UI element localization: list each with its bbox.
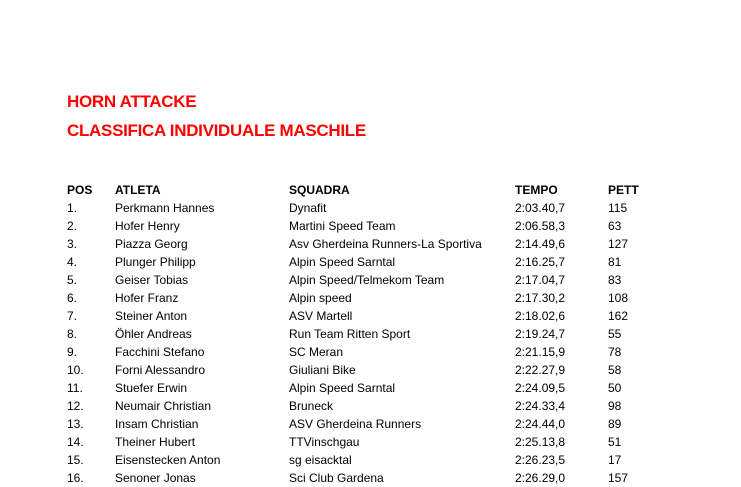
cell-squadra: Dynafit <box>289 201 327 215</box>
cell-squadra: TTVinschgau <box>289 435 360 449</box>
cell-tempo: 2:22.27,9 <box>515 363 566 377</box>
cell-pos: 10. <box>67 363 84 377</box>
cell-atleta: Hofer Henry <box>115 219 180 233</box>
event-title: HORN ATTACKE <box>67 92 197 111</box>
cell-pett: 78 <box>608 345 622 359</box>
table-row <box>0 253 741 271</box>
table-row <box>0 271 741 289</box>
cell-pett: 83 <box>608 273 622 287</box>
cell-pett: 58 <box>608 363 622 377</box>
cell-pos: 9. <box>67 345 78 359</box>
cell-squadra: Giuliani Bike <box>289 363 356 377</box>
cell-squadra: sg eisacktal <box>289 453 352 467</box>
cell-squadra: Martini Speed Team <box>289 219 396 233</box>
cell-pos: 8. <box>67 327 78 341</box>
cell-pett: 55 <box>608 327 622 341</box>
cell-squadra: ASV Martell <box>289 309 353 323</box>
cell-pett: 89 <box>608 417 622 431</box>
column-header-pos: POS <box>67 183 93 197</box>
cell-pett: 17 <box>608 453 622 467</box>
table-row <box>0 325 741 343</box>
table-row <box>0 289 741 307</box>
cell-pett: 108 <box>608 291 629 305</box>
cell-pos: 16. <box>67 471 84 485</box>
cell-atleta: Eisenstecken Anton <box>115 453 221 467</box>
cell-atleta: Forni Alessandro <box>115 363 206 377</box>
cell-atleta: Stuefer Erwin <box>115 381 188 395</box>
cell-squadra: Asv Gherdeina Runners-La Sportiva <box>289 237 482 251</box>
results-table <box>0 181 741 487</box>
table-row <box>0 343 741 361</box>
ranking-subtitle: CLASSIFICA INDIVIDUALE MASCHILE <box>67 121 366 140</box>
table-row <box>0 379 741 397</box>
column-header-pett: PETT <box>608 183 639 197</box>
cell-pett: 127 <box>608 237 629 251</box>
cell-squadra: Alpin Speed Sarntal <box>289 381 396 395</box>
cell-tempo: 2:24.33,4 <box>515 399 566 413</box>
cell-pett: 63 <box>608 219 622 233</box>
column-header-squadra: SQUADRA <box>289 183 350 197</box>
cell-atleta: Perkmann Hannes <box>115 201 215 215</box>
cell-tempo: 2:25.13,8 <box>515 435 566 449</box>
cell-squadra: Alpin Speed Sarntal <box>289 255 396 269</box>
cell-pos: 1. <box>67 201 78 215</box>
cell-pos: 6. <box>67 291 78 305</box>
cell-tempo: 2:24.44,0 <box>515 417 566 431</box>
table-row <box>0 433 741 451</box>
cell-pos: 7. <box>67 309 78 323</box>
cell-pos: 4. <box>67 255 78 269</box>
cell-atleta: Senoner Jonas <box>115 471 196 485</box>
cell-pett: 157 <box>608 471 629 485</box>
cell-squadra: Alpin speed <box>289 291 352 305</box>
cell-tempo: 2:06.58,3 <box>515 219 566 233</box>
cell-tempo: 2:16.25,7 <box>515 255 566 269</box>
table-row <box>0 415 741 433</box>
cell-atleta: Plunger Philipp <box>115 255 196 269</box>
cell-squadra: Alpin Speed/Telmekom Team <box>289 273 445 287</box>
cell-tempo: 2:18.02,6 <box>515 309 566 323</box>
column-header-atleta: ATLETA <box>115 183 161 197</box>
cell-pett: 115 <box>608 201 628 215</box>
cell-pos: 3. <box>67 237 78 251</box>
table-row <box>0 397 741 415</box>
table-row <box>0 469 741 487</box>
cell-pett: 81 <box>608 255 622 269</box>
cell-atleta: Piazza Georg <box>115 237 188 251</box>
cell-pett: 51 <box>608 435 622 449</box>
cell-tempo: 2:17.04,7 <box>515 273 566 287</box>
cell-atleta: Facchini Stefano <box>115 345 205 359</box>
table-row <box>0 361 741 379</box>
cell-atleta: Hofer Franz <box>115 291 179 305</box>
cell-atleta: Geiser Tobias <box>115 273 189 287</box>
cell-pos: 14. <box>67 435 84 449</box>
cell-squadra: Run Team Ritten Sport <box>289 327 411 341</box>
cell-tempo: 2:14.49,6 <box>515 237 566 251</box>
table-row <box>0 217 741 235</box>
cell-tempo: 2:17.30,2 <box>515 291 566 305</box>
cell-squadra: ASV Gherdeina Runners <box>289 417 422 431</box>
cell-pett: 162 <box>608 309 629 323</box>
table-header-row <box>0 181 741 199</box>
cell-tempo: 2:26.23,5 <box>515 453 566 467</box>
cell-pos: 5. <box>67 273 78 287</box>
cell-atleta: Insam Christian <box>115 417 199 431</box>
cell-atleta: Steiner Anton <box>115 309 188 323</box>
cell-pett: 98 <box>608 399 622 413</box>
cell-atleta: Neumair Christian <box>115 399 212 413</box>
cell-squadra: Bruneck <box>289 399 334 413</box>
cell-atleta: Theiner Hubert <box>115 435 196 449</box>
column-header-tempo: TEMPO <box>515 183 558 197</box>
cell-tempo: 2:24.09,5 <box>515 381 566 395</box>
cell-pos: 15. <box>67 453 84 467</box>
table-row <box>0 451 741 469</box>
table-row <box>0 307 741 325</box>
cell-tempo: 2:19.24,7 <box>515 327 566 341</box>
cell-pos: 11. <box>67 381 83 395</box>
cell-atleta: Öhler Andreas <box>115 327 192 341</box>
cell-tempo: 2:03.40,7 <box>515 201 566 215</box>
cell-squadra: SC Meran <box>289 345 344 359</box>
cell-pos: 12. <box>67 399 84 413</box>
cell-pos: 13. <box>67 417 84 431</box>
cell-pos: 2. <box>67 219 78 233</box>
cell-tempo: 2:21.15,9 <box>515 345 566 359</box>
cell-tempo: 2:26.29,0 <box>515 471 566 485</box>
cell-pett: 50 <box>608 381 622 395</box>
table-row <box>0 199 741 217</box>
table-row <box>0 235 741 253</box>
cell-squadra: Sci Club Gardena <box>289 471 384 485</box>
